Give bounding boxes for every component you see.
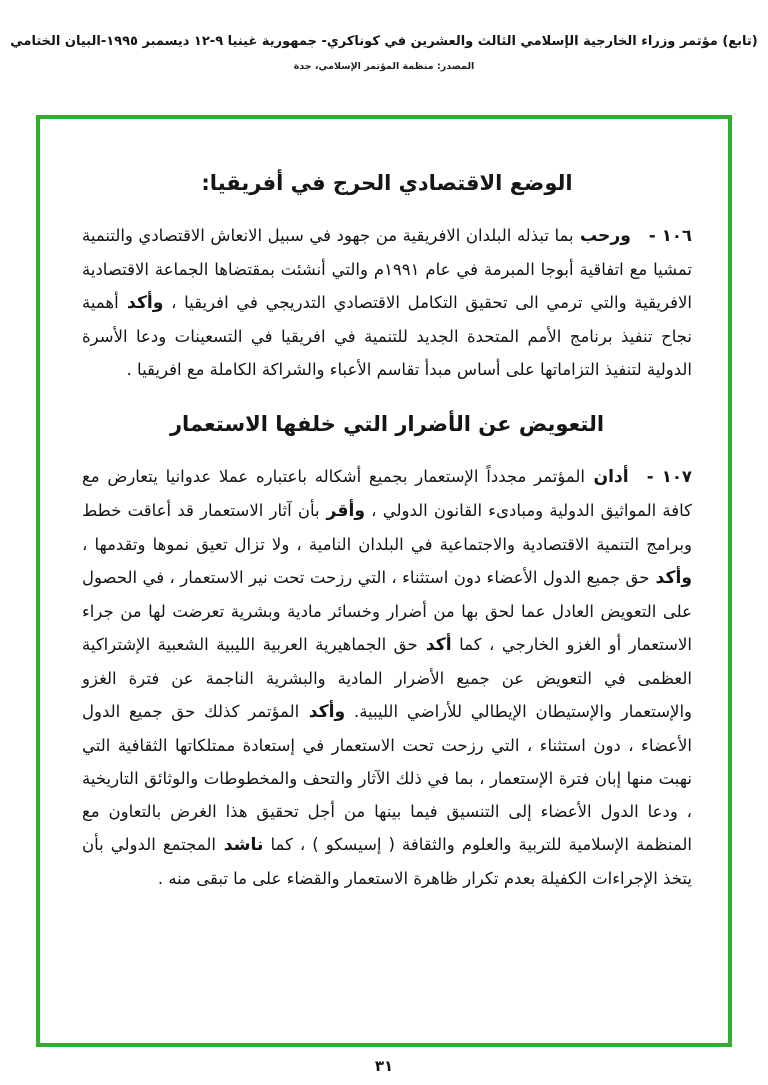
document-frame bbox=[36, 115, 732, 1047]
paragraph-107 bbox=[82, 460, 692, 895]
document-header bbox=[0, 34, 768, 72]
paragraph-106 bbox=[82, 219, 692, 386]
section-heading: الوضع الاقتصادي الحرج في أفريقيا: bbox=[201, 171, 573, 195]
section-heading: التعويض عن الأضرار التي خلفها الاستعمار bbox=[169, 412, 605, 436]
page-number: ٣١ bbox=[374, 1057, 394, 1075]
section-colonialism-compensation bbox=[82, 412, 692, 895]
paragraph-number: ١٠٧ - bbox=[646, 467, 692, 486]
header-title: (تابع) مؤتمر وزراء الخارجية الإسلامي الثالث والعشرين في كوناكري- جمهورية غينيا ٩-١٢ ديسمبر ١٩٩٥-البيان الختامي bbox=[10, 34, 758, 49]
paragraph-text: ورحب بما تبذله البلدان الافريقية من جهود في سبيل الانعاش الاقتصادي والتنمية تمشيا مع اتفاقية أبوجا المبرمة في عام ١٩٩١م والتي أنشئت بمقتضاها الجماعة الاقتصادية الافريقية والتي ترمي الى تحقيق التكامل الاقتصادي التدريجي في افريقيا ، وأكد أهمية نجاح تنفيذ برنامج الأمم المتحدة الجديد للتنمية في افريقيا في التسعينات ودعا الأسرة الدولية لتنفيذ التزاماتها على أساس مبدأ تقاسم الأعباء والشراكة الكاملة مع افريقيا . bbox=[82, 226, 692, 379]
header-source-line: المصدر: منظمة المؤتمر الإسلامي، جدة bbox=[293, 61, 475, 72]
section-economic-situation-africa bbox=[82, 171, 692, 386]
paragraph-text: أدان المؤتمر مجدداً الإستعمار بجميع أشكاله باعتباره عملا عدوانيا يتعارض مع كافة المواثيق الدولية ومبادىء القانون الدولي ، وأقر بأن آثار الاستعمار قد أعاقت خطط وبرامج التنمية الاقتصادية والاجتماعية في البلدان النامية ، ولا تزال تعيق نموها وتقدمها ، وأكد حق جميع الدول الأعضاء دون استثناء ، التي رزحت تحت نير الاستعمار ، في الحصول على التعويض العادل عما لحق بها من أضرار وخسائر مادية وبشرية تعرضت لها من جراء الاستعمار أو الغزو الخارجي ، كما أكد حق الجماهيرية العربية الليبية الشعبية الإشتراكية العظمى في التعويض عن جميع الأضرار المادية والبشرية الناجمة عن فترة الغزو والإستعمار والإستيطان الإيطالي للأراضي الليبية. وأكد المؤتمر كذلك حق جميع الدول الأعضاء ، دون استثناء ، التي رزحت تحت الاستعمار في إستعادة ممتلكاتها الثقافية التي نهبت منها إبان فترة الإستعمار ، بما في ذلك الآثار والتحف والمخطوطات والوثائق التاريخية ، ودعا الدول الأعضاء إلى التنسيق فيما بينها من أجل تحقيق هذا الغرض بالتعاون مع المنظمة الإسلامية للتربية والعلوم والثقافة ( إسيسكو ) ، كما ناشد المجتمع الدولي بأن يتخذ الإجراءات الكفيلة بعدم تكرار ظاهرة الاستعمار والقضاء على ما تبقى منه . bbox=[82, 467, 693, 888]
paragraph-number: ١٠٦ - bbox=[648, 226, 692, 245]
